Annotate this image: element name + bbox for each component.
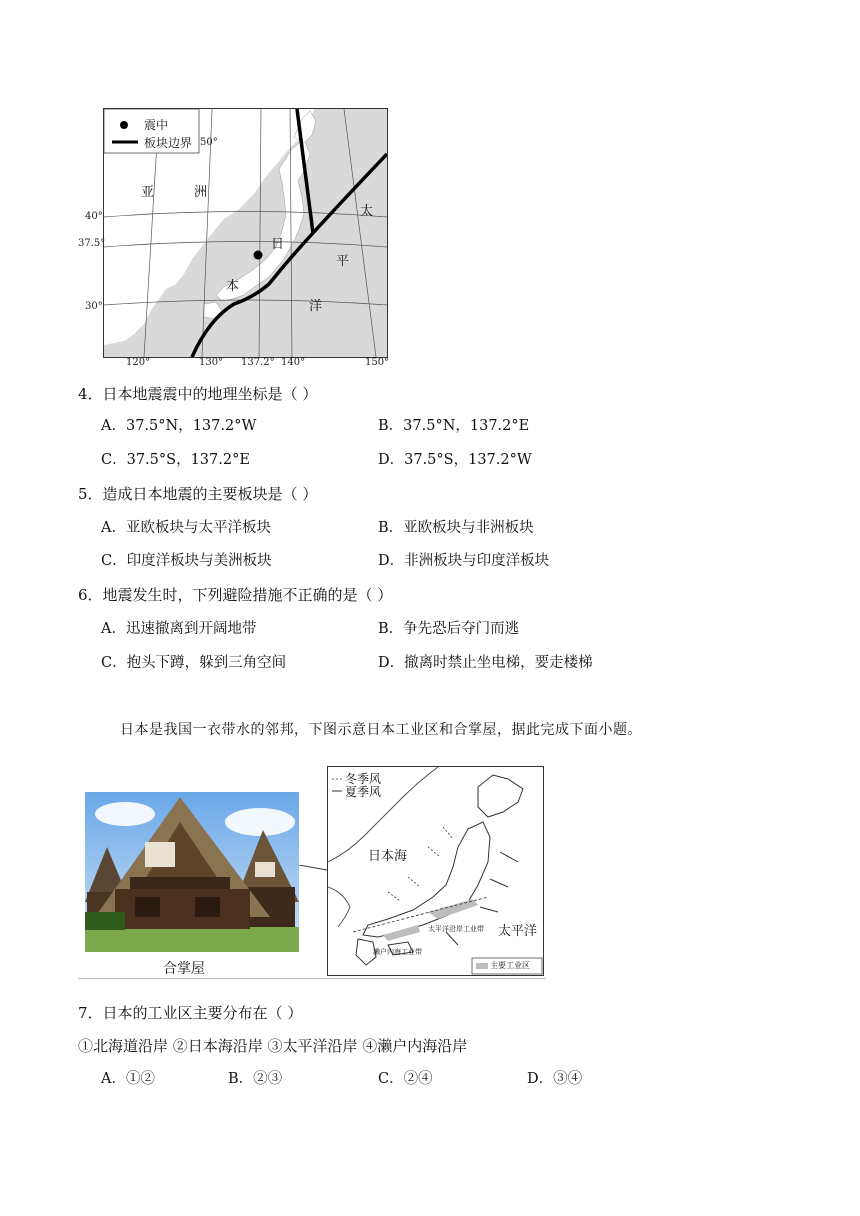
photo-caption: 合掌屋 bbox=[163, 961, 205, 977]
lat-label-40: 40° bbox=[85, 211, 103, 222]
lat-label-30: 30° bbox=[85, 301, 103, 312]
label-pacific-2: 平 bbox=[336, 254, 350, 269]
q4-option-a[interactable]: A．37.5°N，137.2°W bbox=[101, 418, 257, 434]
q7-option-c[interactable]: C．②④ bbox=[378, 1071, 433, 1087]
q5-option-b[interactable]: B．亚欧板块与非洲板块 bbox=[378, 520, 534, 536]
q6-stem: 6．地震发生时，下列避险措施不正确的是（ ） bbox=[78, 586, 393, 604]
q5-option-c[interactable]: C．印度洋板块与美洲板块 bbox=[101, 553, 272, 569]
q7-option-b[interactable]: B．②③ bbox=[228, 1071, 283, 1087]
q5-option-d[interactable]: D．非洲板块与印度洋板块 bbox=[378, 553, 550, 569]
lon-label-137-2: 137.2° bbox=[241, 357, 275, 368]
lat-label-37-5: 37.5° bbox=[78, 238, 106, 249]
q5-stem: 5．造成日本地震的主要板块是（ ） bbox=[78, 485, 318, 503]
q7-option-d[interactable]: D．③④ bbox=[527, 1071, 583, 1087]
label-japan-1: 日 bbox=[271, 237, 285, 252]
label-asia-2: 洲 bbox=[194, 185, 208, 200]
label-pacific-ocean: 太平洋 bbox=[498, 924, 538, 939]
label-sea-of-japan: 日本海 bbox=[368, 849, 408, 864]
q6-option-d[interactable]: D．撤离时禁止坐电梯，要走楼梯 bbox=[378, 655, 593, 671]
label-asia-1: 亚 bbox=[141, 185, 155, 200]
q7-stem: 7．日本的工业区主要分布在（ ） bbox=[78, 1004, 303, 1022]
legend-plate-boundary: 板块边界 bbox=[144, 136, 193, 150]
lon-label-120: 120° bbox=[126, 357, 151, 368]
figure-baseline bbox=[78, 978, 546, 979]
legend-industrial-zone: 主要工业区 bbox=[490, 961, 530, 970]
label-pacific-belt: 太平洋沿岸工业带 bbox=[428, 925, 484, 933]
legend-epicenter: 震中 bbox=[144, 118, 169, 132]
legend-winter-monsoon: 冬季风 bbox=[345, 772, 382, 786]
q4-stem: 4．日本地震震中的地理坐标是（ ） bbox=[78, 385, 318, 403]
lon-label-140: 140° bbox=[281, 357, 306, 368]
q5-option-a[interactable]: A．亚欧板块与太平洋板块 bbox=[101, 520, 271, 536]
q4-option-d[interactable]: D．37.5°S，137.2°W bbox=[378, 452, 532, 468]
q4-option-c[interactable]: C．37.5°S，137.2°E bbox=[101, 452, 250, 468]
lon-label-150: 150° bbox=[365, 357, 390, 368]
q7-option-a[interactable]: A．①② bbox=[101, 1071, 155, 1087]
gassho-house-photo bbox=[85, 792, 299, 952]
q6-option-a[interactable]: A．迅速撤离到开阔地带 bbox=[101, 621, 257, 637]
lat-label-50: 50° bbox=[200, 137, 218, 148]
q6-option-b[interactable]: B．争先恐后夺门而逃 bbox=[378, 621, 520, 637]
q6-option-c[interactable]: C．抱头下蹲，躲到三角空间 bbox=[101, 655, 287, 671]
q7-items: ①北海道沿岸 ②日本海沿岸 ③太平洋沿岸 ④濑户内海沿岸 bbox=[78, 1037, 468, 1055]
section-intro: 日本是我国一衣带水的邻邦，下图示意日本工业区和合掌屋，据此完成下面小题。 bbox=[120, 722, 642, 738]
lon-label-130: 130° bbox=[199, 357, 224, 368]
label-pacific-3: 洋 bbox=[309, 299, 323, 314]
japan-industry-map bbox=[327, 766, 544, 976]
label-pacific-1: 太 bbox=[360, 204, 374, 219]
legend-summer-monsoon: 夏季风 bbox=[345, 785, 382, 799]
epicenter-marker bbox=[254, 251, 263, 260]
label-japan-2: 本 bbox=[226, 279, 240, 294]
q4-option-b[interactable]: B．37.5°N，137.2°E bbox=[378, 418, 530, 434]
earthquake-map bbox=[103, 108, 388, 358]
label-seto-belt: 濑户内海工业带 bbox=[373, 948, 422, 956]
